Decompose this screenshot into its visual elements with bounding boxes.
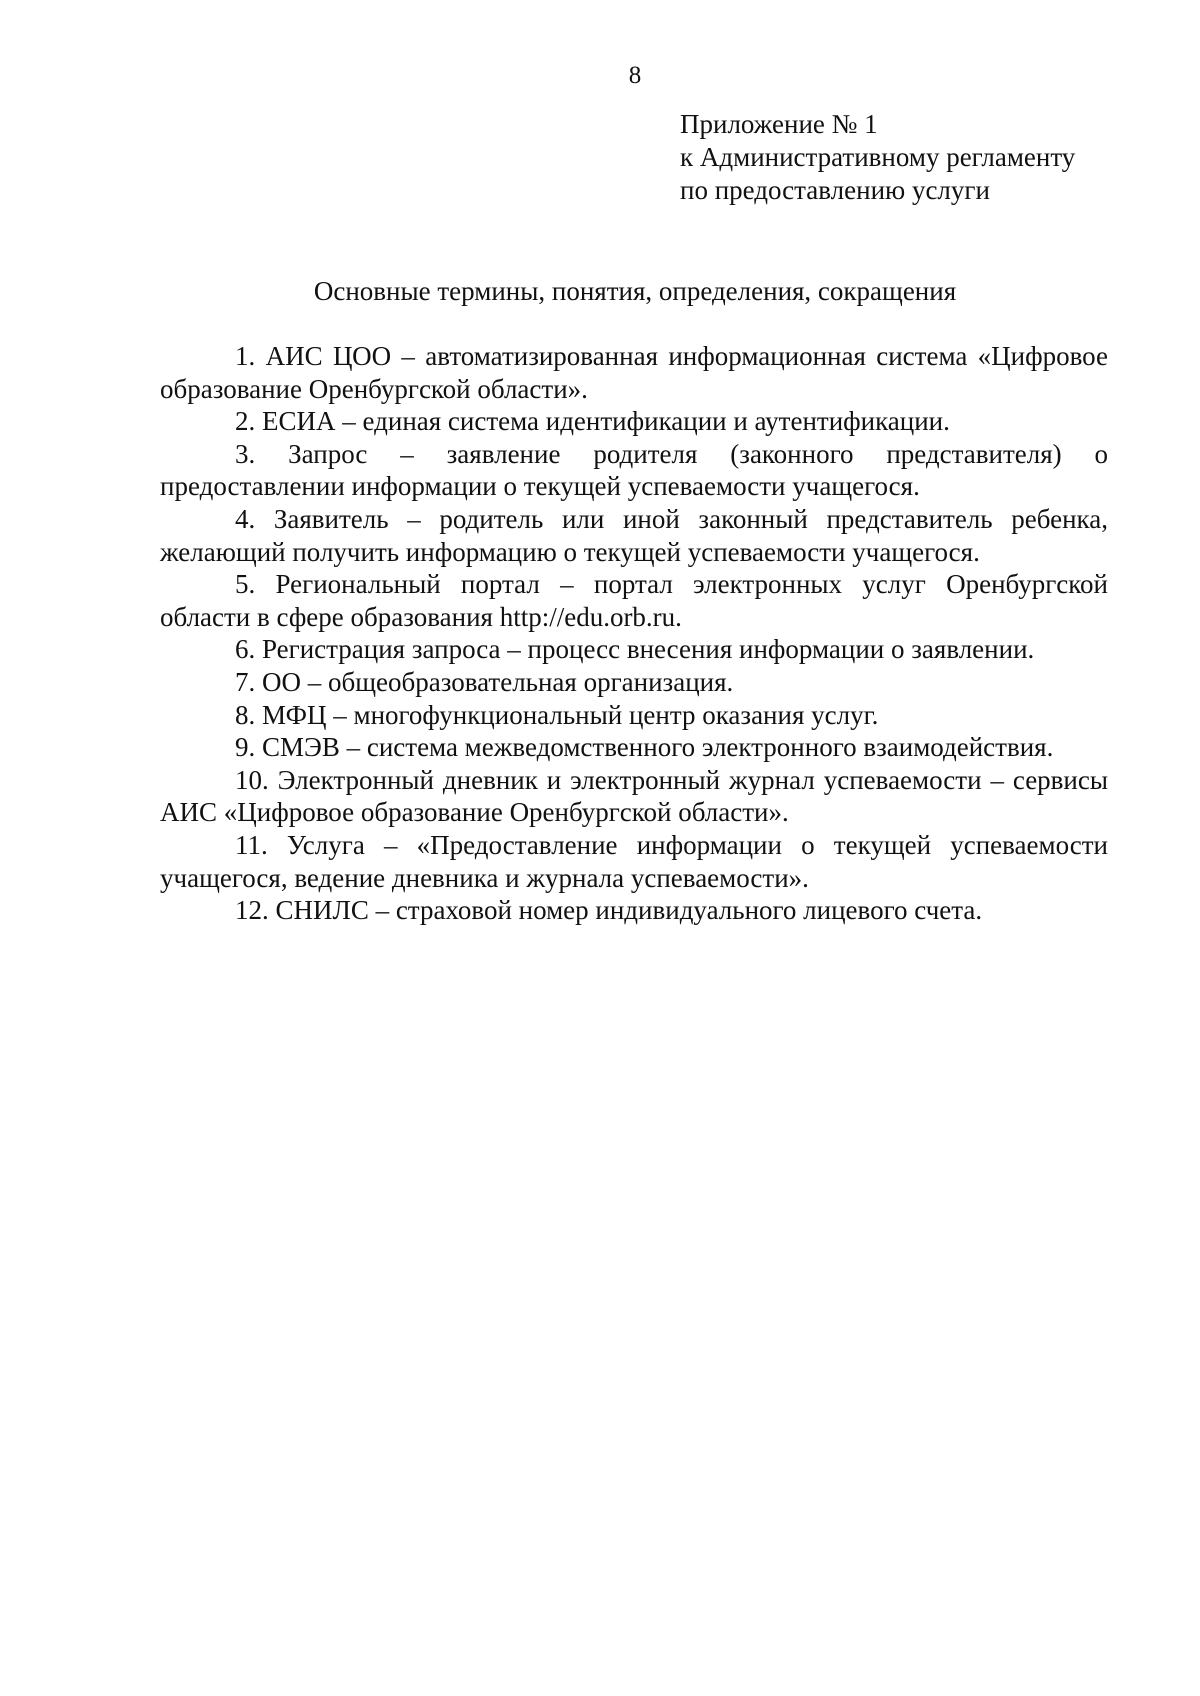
term-item-6: 6. Регистрация запроса – процесс внесения информации о заявлении. — [235, 634, 1035, 665]
term-item-9: 9. СМЭВ – система межведомственного электронного взаимодействия. — [235, 732, 1054, 763]
term-item-11: 11. Услуга – «Предоставление информации о текущей успеваемости учащегося, ведение дневника и журнала успеваемости». — [160, 829, 1108, 893]
document-title: Основные термины, понятия, определения, сокращения — [313, 276, 957, 306]
term-item-8: 8. МФЦ – многофункциональный центр оказания услуг. — [235, 699, 879, 730]
term-item-3: 3. Запрос – заявление родителя (законного представителя) о предоставлении информации о текущей успеваемости учащегося. — [160, 438, 1108, 502]
appendix-line-1: Приложение № 1 — [680, 109, 878, 139]
term-item-10: 10. Электронный дневник и электронный журнал успеваемости – сервисы АИС «Цифровое образование Оренбургской области». — [160, 764, 1108, 828]
appendix-line-3: по предоставлению услуги — [680, 175, 990, 205]
appendix-header — [680, 108, 1075, 207]
page-number: 8 — [628, 62, 642, 89]
term-item-2: 2. ЕСИА – единая система идентификации и аутентификации. — [235, 406, 950, 437]
appendix-line-2: к Административному регламенту — [680, 142, 1076, 172]
term-item-5: 5. Региональный портал – портал электронных услуг Оренбургской области в сфере образования http://edu.orb.ru. — [160, 569, 1108, 632]
terms-list — [160, 340, 1108, 927]
term-item-12: 12. СНИЛС – страховой номер индивидуального лицевого счета. — [235, 895, 983, 926]
term-item-4: 4. Заявитель – родитель или иной законный представитель ребенка, желающий получить информацию о текущей успеваемости учащегося. — [160, 503, 1108, 567]
term-item-1: 1. АИС ЦОО – автоматизированная информационная система «Цифровое образование Оренбургской области». — [160, 341, 1108, 404]
term-item-7: 7. ОО – общеобразовательная организация. — [235, 666, 734, 697]
